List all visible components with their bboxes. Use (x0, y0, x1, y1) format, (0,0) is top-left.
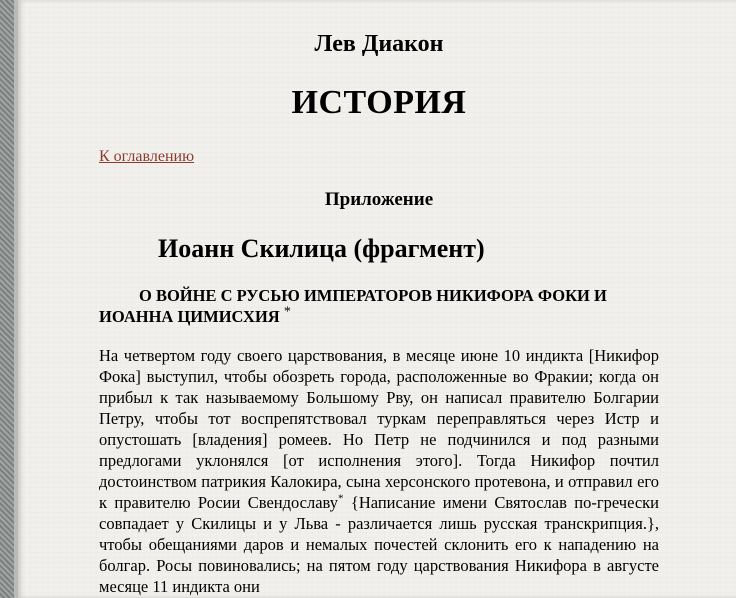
author-heading: Лев Диакон (314, 31, 444, 57)
fragment-title: Иоанн Скилица (фрагмент) (158, 234, 485, 263)
document-page (14, 0, 736, 598)
body-paragraph (99, 345, 659, 597)
footnote-marker[interactable]: * (338, 492, 344, 505)
footnote-link[interactable]: * (283, 304, 291, 320)
chapter-heading-text: О ВОЙНЕ С РУСЬЮ ИМПЕРАТОРОВ НИКИФОРА ФОКИ И ИОАННА ЦИМИСХИЯ (99, 286, 607, 326)
document-title: ИСТОРИЯ (291, 84, 467, 121)
table-of-contents-link[interactable]: К оглавлению (99, 148, 195, 165)
section-heading: Приложение (324, 189, 434, 210)
chapter-heading (99, 285, 659, 327)
paragraph-text-part1: На четвертом году своего царствования, в месяце июне 10 индикта [Никифор Фока] выступил, чтобы обозреть города, расположенные во Фракии; когда он прибыл к так называемому Большому Рву, он написал правителю Болгарии Петру, чтобы тот воспрепятствовал туркам переправляться через Истр и опустошать [владения] ромеев. Но Петр не подчинился и под разными предлогами уклонялся [от исполнения этого]. Тогда Никифор почтил достоинством патрикия Калокира, сына херсонского протевона, и отправил его к правителю Росии Свендославу (99, 346, 659, 512)
paragraph-text-part2: {Написание имени Святослав по-гречески совпадает у Скилицы и у Льва - различается лишь русская транскрипция.}, чтобы обещаниями даров и немалых почестей склонить его к нападению на болгар. Росы повиновались; на пятом году царствования Никифора в августе месяце 11 индикта они (99, 493, 660, 596)
